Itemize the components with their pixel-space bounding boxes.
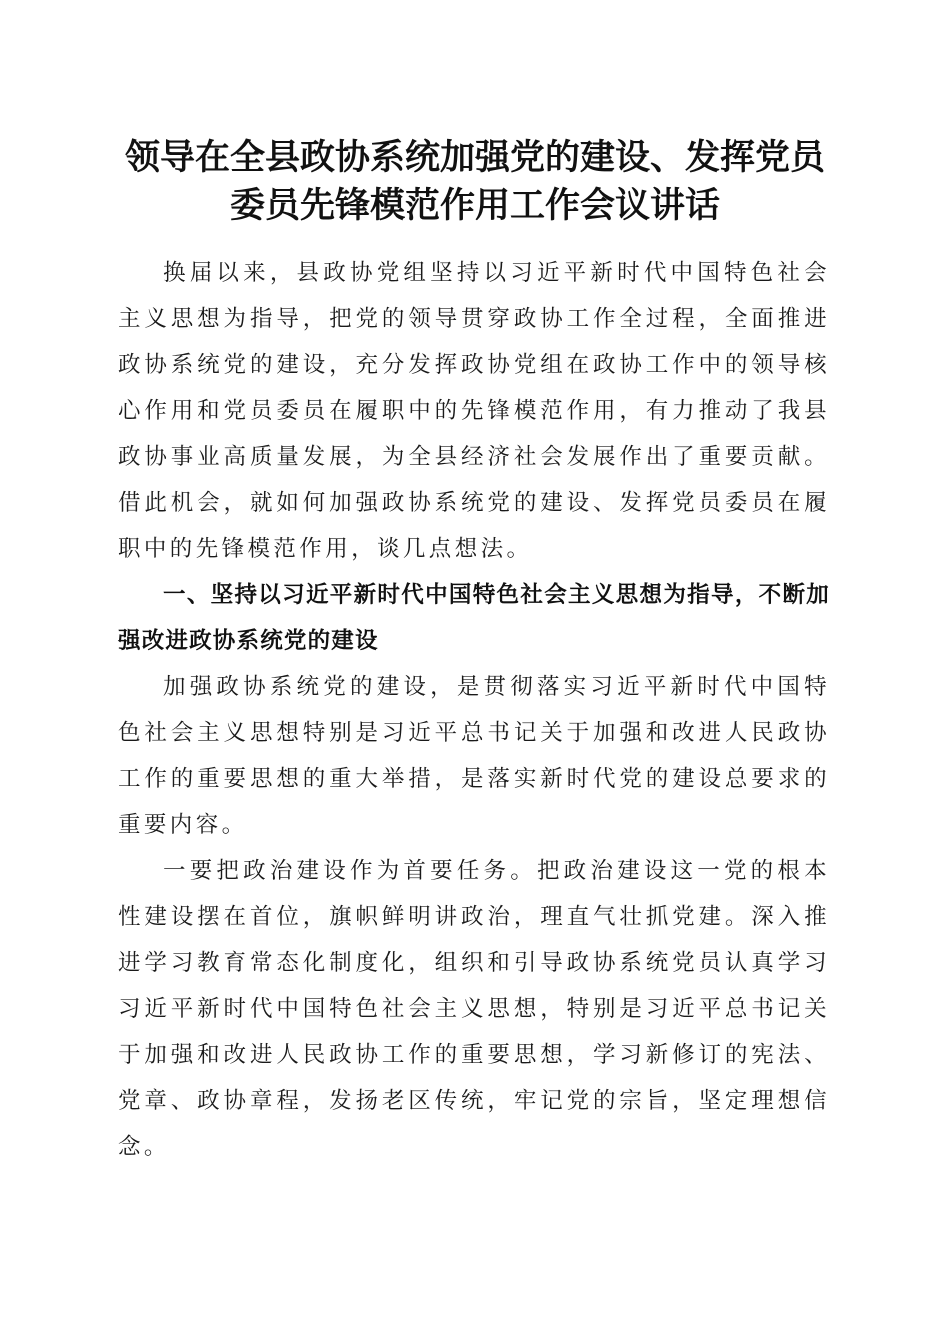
paragraph-section-1: 加强政协系统党的建设，是贯彻落实习近平新时代中国特色社会主义思想特别是习近平总书记关于加强和改进人民政协工作的重要思想的重大举措，是落实新时代党的建设总要求的重要内容。 [118,674,830,838]
document-body [118,250,830,1170]
document-title [80,134,870,230]
paragraph-political-building: 一要把政治建设作为首要任务。把政治建设这一党的根本性建设摆在首位，旗帜鲜明讲政治，理直气壮抓党建。深入推进学习教育常态化制度化，组织和引导政协系统党员认真学习习近平新时代中国特色社会主义思想，特别是习近平总书记关于加强和改进人民政协工作的重要思想，学习新修订的宪法、党章、政协章程，发扬老区传统，牢记党的宗旨，坚定理想信念。 [118,858,830,1160]
paragraph-intro: 换届以来，县政协党组坚持以习近平新时代中国特色社会主义思想为指导，把党的领导贯穿政协工作全过程，全面推进政协系统党的建设，充分发挥政协党组在政协工作中的领导核心作用和党员委员在履职中的先锋模范作用，有力推动了我县政协事业高质量发展，为全县经济社会发展作出了重要贡献。借此机会，就如何加强政协系统党的建设、发挥党员委员在履职中的先锋模范作用，谈几点想法。 [118,260,830,562]
section-heading-1: 一、坚持以习近平新时代中国特色社会主义思想为指导，不断加强改进政协系统党的建设 [118,582,830,654]
title-line-2: 委员先锋模范作用工作会议讲话 [229,185,720,226]
title-line-1: 领导在全县政协系统加强党的建设、发挥党员 [124,137,825,178]
